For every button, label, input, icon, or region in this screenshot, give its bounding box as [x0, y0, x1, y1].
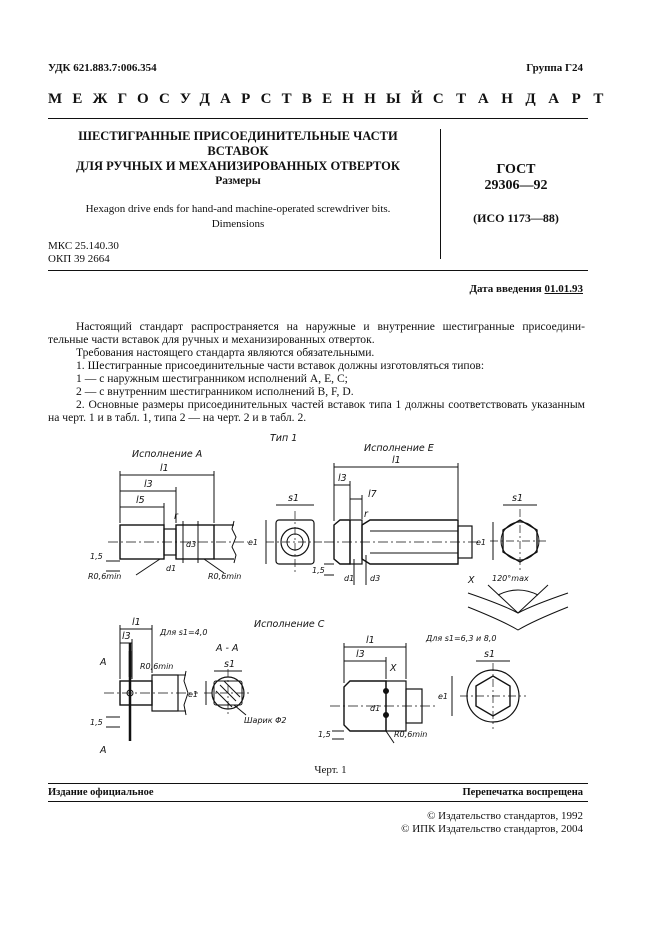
dim-e1-a: e1: [248, 538, 259, 547]
dim-l3-c: l3: [122, 631, 131, 642]
figure-caption: Черт. 1: [314, 764, 347, 776]
exec-c-large-hex-view: [452, 661, 526, 729]
dim-l3-e: l3: [338, 473, 347, 484]
copyright-2004: © ИПК Издательство стандартов, 2004: [401, 823, 583, 835]
intro-label: Дата введения: [469, 283, 542, 295]
paragraph-mandatory: Требования настоящего стандарта являются обязательными.: [76, 346, 375, 359]
dim-e1-e: e1: [476, 538, 487, 547]
document-title: [52, 129, 424, 174]
paragraph-type-1: 1 — с наружным шестигранником исполнений А, Е, С;: [76, 372, 348, 385]
ball-label: Шарик Φ2: [244, 716, 287, 725]
dim-e1-c2: e1: [438, 692, 449, 701]
paragraph-type-2: 2 — с внутренним шестигранником исполнений В, F, D.: [76, 385, 354, 398]
dim-l5-a: l5: [136, 495, 145, 506]
dim-d1-c2: d1: [370, 704, 381, 713]
classifier-codes: [48, 240, 119, 266]
mks-code: МКС 25.140.30: [48, 240, 119, 252]
gost-designation: [456, 162, 576, 194]
footer-rule-top: [48, 783, 588, 784]
copyright-1992: © Издательство стандартов, 1992: [427, 810, 583, 822]
dim-d1-e: d1: [344, 574, 355, 583]
reprint-forbidden: Перепечатка воспрещена: [462, 787, 583, 798]
dim-d3-a: d3: [186, 540, 197, 549]
dim-l1-a: l1: [160, 463, 169, 474]
dim-15-e: 1,5: [312, 566, 325, 575]
paragraph-scope: Настоящий стандарт распространяется на наружные и внутренние шестигранные присоедини-тельные части вставок для ручных и механизированных отверток.: [48, 320, 585, 346]
english-title-line-2: Dimensions: [211, 218, 265, 230]
classifier-rule: [48, 270, 588, 271]
exec-e-detail-x: [468, 585, 568, 630]
s1-63-label: Для s1=6,3 и 8,0: [426, 634, 497, 643]
dim-l1-c2: l1: [366, 635, 375, 646]
type-1-label: Тип 1: [270, 433, 298, 444]
exec-c-section-aa: [204, 669, 252, 717]
exec-e-side-view: [324, 463, 478, 585]
english-title: [52, 202, 424, 232]
dim-15-c: 1,5: [90, 718, 103, 727]
exec-a-end-view: [266, 505, 324, 573]
dim-l1-e: l1: [392, 455, 401, 466]
title-line-2: ДЛЯ РУЧНЫХ И МЕХАНИЗИРОВАННЫХ ОТВЕРТОК: [76, 159, 400, 173]
dim-s1-e: s1: [512, 493, 523, 504]
standard-banner: [48, 91, 616, 108]
angle-label: 120°max: [492, 574, 529, 583]
dim-r06-a-left: R0,6min: [88, 572, 122, 581]
section-aa-label: А - А: [216, 643, 239, 654]
dim-r-a: r: [174, 511, 178, 522]
gost-number: 29306—92: [484, 178, 548, 193]
banner-word-1: МЕЖГОСУДАРСТВЕННЫЙ: [48, 91, 433, 107]
dim-l7-e: l7: [368, 489, 377, 500]
dim-l3-c2: l3: [356, 649, 365, 660]
document-subtitle: Размеры: [215, 175, 261, 187]
introduction-date: [469, 283, 583, 295]
english-title-line-1: Hexagon drive ends for hand-and machine-operated screwdriver bits.: [85, 203, 391, 215]
dim-l3-a: l3: [144, 479, 153, 490]
paragraph-types: 1. Шестигранные присоединительные части вставок должны изготовляться типов:: [76, 359, 485, 372]
dim-s1-c: s1: [224, 659, 235, 670]
iso-reference: (ИСО 1173—88): [473, 211, 559, 225]
exec-c-small-side-view: [104, 625, 198, 741]
okp-code: ОКП 39 2664: [48, 253, 110, 265]
footer-rule-bottom: [48, 801, 588, 802]
section-a-top: А: [100, 657, 107, 668]
dim-r06-a-right: R0,6min: [208, 572, 242, 581]
dim-15-c2: 1,5: [318, 730, 331, 739]
title-divider: [440, 129, 441, 259]
title-line-1: ШЕСТИГРАННЫЕ ПРИСОЕДИНИТЕЛЬНЫЕ ЧАСТИ ВСТАВОК: [78, 129, 398, 158]
dim-e1-c: e1: [188, 690, 199, 699]
group-code: Группа Г24: [526, 62, 583, 74]
official-edition: Издание официальное: [48, 787, 154, 798]
exec-c-label: Исполнение С: [254, 619, 325, 630]
exec-a-label: Исполнение А: [132, 449, 203, 460]
dim-r-e: r: [364, 509, 368, 520]
dim-d1-a: d1: [166, 564, 177, 573]
exec-e-label: Исполнение Е: [364, 443, 434, 454]
exec-c-large-side-view: [330, 643, 438, 743]
header-rule: [48, 118, 588, 119]
intro-date-value: 01.01.93: [544, 283, 583, 295]
dim-s1-a: s1: [288, 493, 299, 504]
s1-40-label: Для s1=4,0: [160, 628, 208, 637]
copyright: [401, 810, 583, 836]
exec-e-hex-view: [490, 505, 546, 573]
dim-d3-e: d3: [370, 574, 381, 583]
dim-l1-c: l1: [132, 617, 141, 628]
section-a-bottom: А: [100, 745, 107, 756]
exec-a-side-view: [106, 471, 248, 575]
dim-r06-c: R0,6min: [140, 662, 174, 671]
dim-r06-c2: R0,6min: [394, 730, 428, 739]
detail-x-c2: X: [390, 663, 397, 674]
detail-x-label: X: [468, 575, 475, 586]
udk-code: УДК 621.883.7:006.354: [48, 62, 157, 74]
technical-drawing: [48, 425, 588, 761]
gost-label: ГОСТ: [496, 162, 536, 177]
banner-word-2: СТАНДАРТ: [432, 91, 616, 107]
dim-15-a: 1,5: [90, 552, 103, 561]
paragraph-dimensions: 2. Основные размеры присоединительных частей вставок типа 1 должны соответствовать указанным на черт. 1 и в табл. 1, типа 2 — на черт. 2 и в табл. 2.: [48, 398, 585, 424]
dim-s1-c2: s1: [484, 649, 495, 660]
